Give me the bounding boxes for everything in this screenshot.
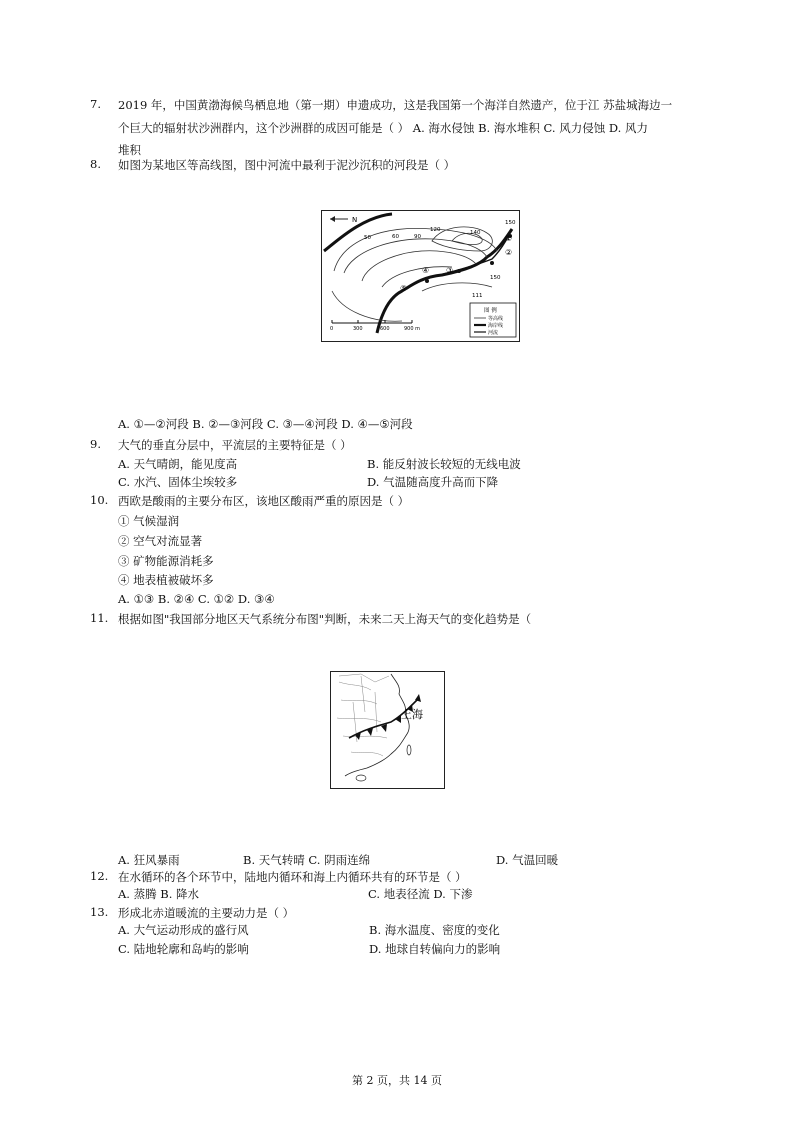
svg-text:0: 0 <box>330 326 334 332</box>
svg-text:900 m: 900 m <box>404 326 421 332</box>
weather-system-map-figure <box>330 671 445 789</box>
svg-text:120: 120 <box>430 227 441 233</box>
question-11-stem: 根据如图"我国部分地区天气系统分布图"判断，未来二天上海天气的变化趋势是（ <box>118 612 532 626</box>
contour-map-figure <box>321 210 520 342</box>
question-10-item-4: ④ 地表植被破坏多 <box>118 573 214 587</box>
svg-text:150: 150 <box>490 275 501 281</box>
point-4: ④ <box>422 266 430 275</box>
svg-text:河流: 河流 <box>488 330 499 336</box>
question-7-line-1: 2019 年，中国黄渤海候鸟栖息地（第一期）申遗成功，这是我国第一个海洋自然遗产，位于江 苏盐城海边一 <box>118 98 673 112</box>
question-8-options: A. ①—②河段 B. ②—③河段 C. ③—④河段 D. ④—⑤河段 <box>118 417 413 431</box>
question-13-number: 13. <box>90 905 109 919</box>
question-7-number: 7. <box>90 97 101 111</box>
question-12-number: 12. <box>90 869 109 883</box>
question-9-option-c[interactable]: C. 水汽、固体尘埃较多 <box>118 475 238 489</box>
question-12-stem: 在水循环的各个环节中，陆地内循环和海上内循环共有的环节是（ ） <box>118 870 467 884</box>
question-10-item-2: ② 空气对流显著 <box>118 534 203 548</box>
question-9-option-b[interactable]: B. 能反射波长较短的无线电波 <box>367 457 521 471</box>
question-11-number: 11. <box>90 611 109 625</box>
question-12-options-ab[interactable]: A. 蒸腾 B. 降水 <box>118 887 200 901</box>
question-10-options: A. ①③ B. ②④ C. ①② D. ③④ <box>118 592 275 606</box>
svg-text:60: 60 <box>392 234 399 240</box>
svg-text:150: 150 <box>505 220 516 226</box>
svg-text:111: 111 <box>472 293 483 299</box>
question-7-line-2: 个巨大的辐射状沙洲群内，这个沙洲群的成因可能是（ ） A. 海水侵蚀 B. 海水堆积 C. 风力侵蚀 D. 风力 <box>118 121 648 135</box>
question-11-option-d[interactable]: D. 气温回暖 <box>496 853 559 867</box>
svg-text:90: 90 <box>414 234 421 240</box>
question-13-option-d[interactable]: D. 地球自转偏向力的影响 <box>369 942 501 956</box>
north-label: N <box>352 216 358 224</box>
question-13-option-c[interactable]: C. 陆地轮廓和岛屿的影响 <box>118 942 249 956</box>
question-13-stem: 形成北赤道暖流的主要动力是（ ） <box>118 906 295 920</box>
point-2: ② <box>505 248 513 257</box>
legend-title: 图 例 <box>484 308 497 314</box>
question-13-option-a[interactable]: A. 大气运动形成的盛行风 <box>118 923 249 937</box>
question-9-option-a[interactable]: A. 天气晴朗，能见度高 <box>118 457 238 471</box>
point-3: ③ <box>446 266 454 275</box>
question-10-item-3: ③ 矿物能源消耗多 <box>118 554 214 568</box>
question-11-option-a[interactable]: A. 狂风暴雨 <box>118 853 180 867</box>
question-10-number: 10. <box>90 493 109 507</box>
svg-text:300: 300 <box>353 326 363 332</box>
svg-text:海岸线: 海岸线 <box>488 323 504 329</box>
question-11-option-bc[interactable]: B. 天气转晴 C. 阴雨连绵 <box>243 853 371 867</box>
svg-text:140: 140 <box>470 230 481 236</box>
question-9-option-d[interactable]: D. 气温随高度升高而下降 <box>367 475 499 489</box>
point-5: ⑤ <box>400 284 408 293</box>
question-10-stem: 西欧是酸雨的主要分布区，该地区酸雨严重的原因是（ ） <box>118 494 410 508</box>
question-10-item-1: ① 气候湿润 <box>118 514 180 528</box>
page-footer: 第 2 页，共 14 页 <box>352 1074 442 1087</box>
question-8-number: 8. <box>90 157 101 171</box>
svg-text:600: 600 <box>380 326 390 332</box>
question-7-line-3: 堆积 <box>118 143 141 157</box>
question-9-number: 9. <box>90 437 101 451</box>
svg-text:等高线: 等高线 <box>488 316 504 322</box>
svg-text:50: 50 <box>364 235 371 241</box>
point-1: ① <box>505 234 513 243</box>
question-13-option-b[interactable]: B. 海水温度、密度的变化 <box>369 923 500 937</box>
question-8-stem: 如图为某地区等高线图，图中河流中最利于泥沙沉积的河段是（ ） <box>118 158 456 172</box>
question-12-options-cd[interactable]: C. 地表径流 D. 下渗 <box>368 887 473 901</box>
question-9-stem: 大气的垂直分层中，平流层的主要特征是（ ） <box>118 438 352 452</box>
shanghai-label: 上海 <box>401 708 423 721</box>
